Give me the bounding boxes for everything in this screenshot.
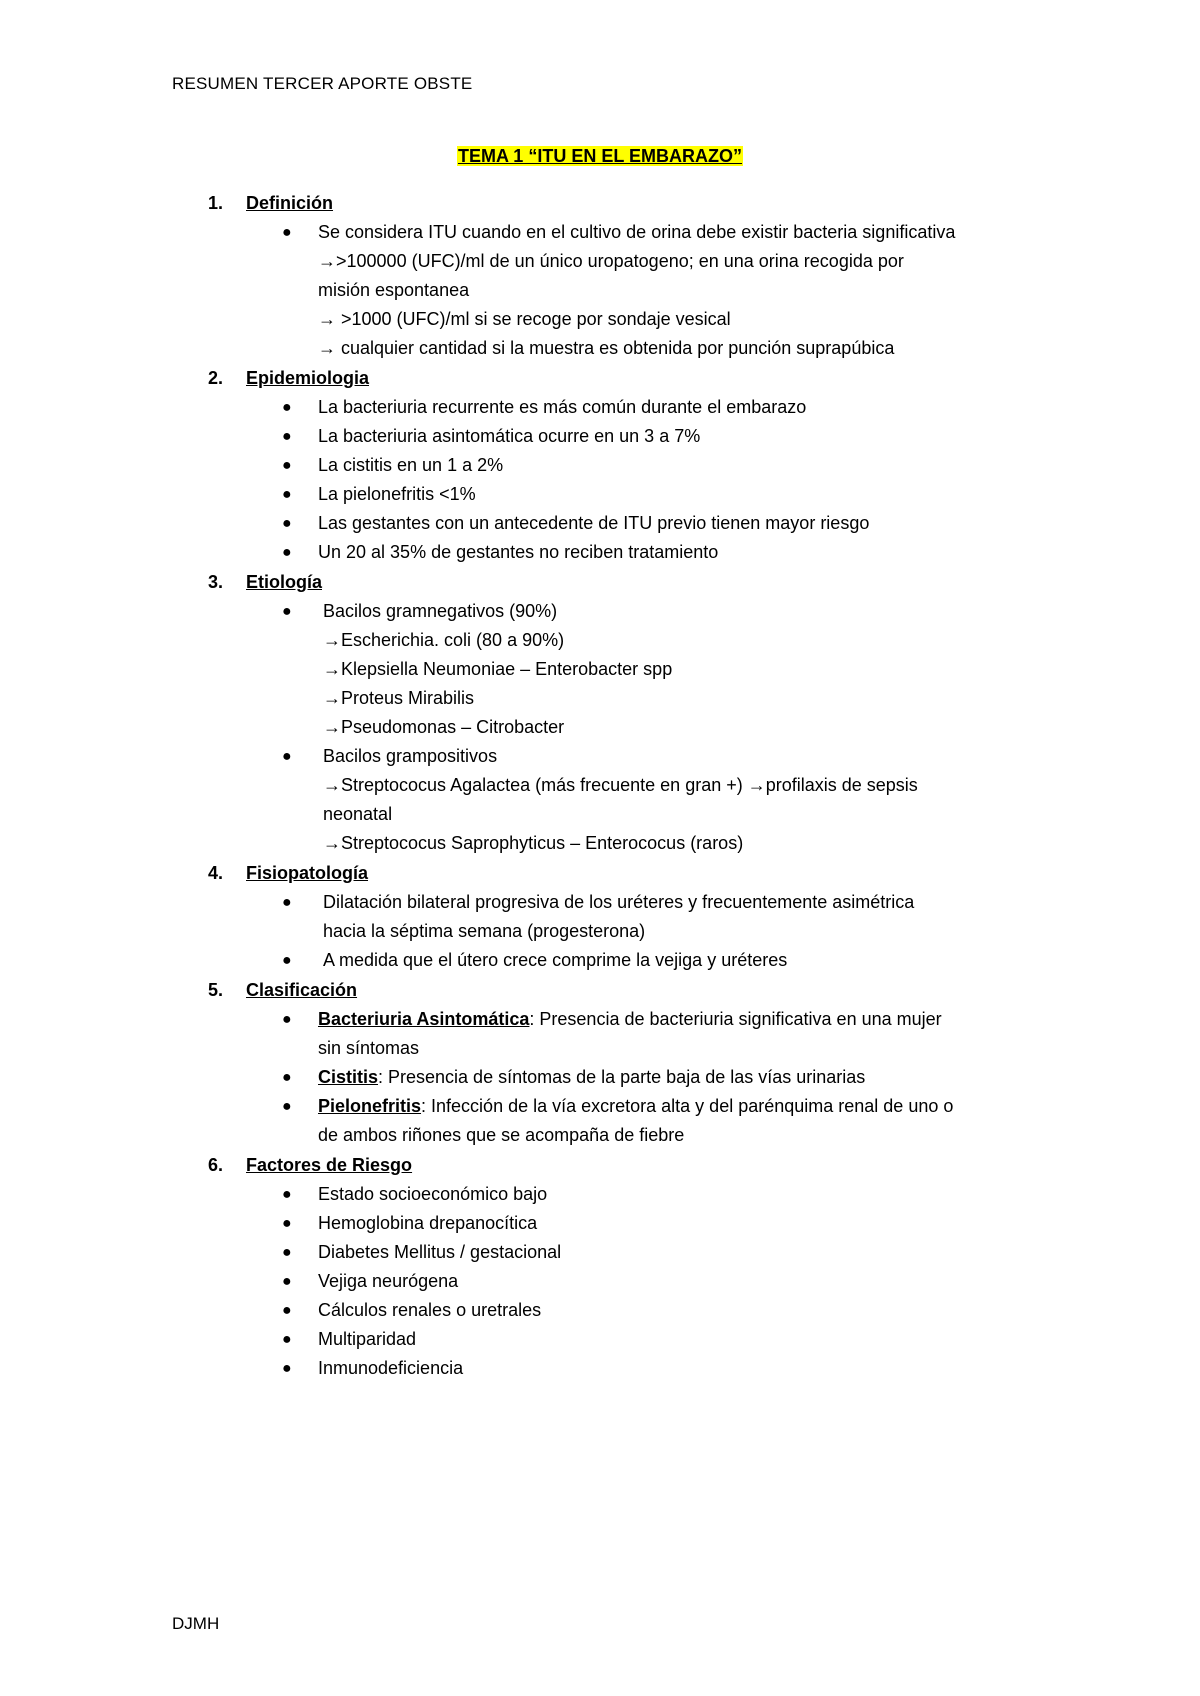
list-item-line: →Streptococus Agalactea (más frecuente en gran +) →profilaxis de sepsis [323, 775, 918, 795]
list-item-line: → >1000 (UFC)/ml si se recoge por sondaje vesical [318, 309, 731, 329]
list-item-line: → cualquier cantidad si la muestra es obtenida por punción suprapúbica [318, 338, 895, 358]
list-item-line: Las gestantes con un antecedente de ITU previo tienen mayor riesgo [318, 513, 870, 533]
bullet-icon: ● [282, 1215, 292, 1232]
list-item-line: hacia la séptima semana (progesterona) [323, 921, 646, 941]
list-item [0, 218, 1048, 363]
bullet-icon: ● [282, 1273, 292, 1290]
list-item [0, 1063, 1048, 1092]
bullet-icon: ● [282, 1302, 292, 1319]
list-item-line: Hemoglobina drepanocítica [318, 1213, 538, 1233]
section-title: Factores de Riesgo [246, 1155, 413, 1175]
list-item [0, 451, 1048, 480]
page-title: TEMA 1 “ITU EN EL EMBARAZO” [457, 146, 742, 166]
list-item-line [318, 1005, 1048, 1034]
bullet-icon: ● [282, 428, 292, 445]
list-item [0, 1354, 1048, 1383]
bullet-icon: ● [282, 1069, 292, 1086]
list-item [0, 1238, 1048, 1267]
list-item-line: neonatal [323, 804, 393, 824]
list-item-line: A medida que el útero crece comprime la vejiga y uréteres [323, 950, 788, 970]
list-item-line: Un 20 al 35% de gestantes no reciben tratamiento [318, 542, 719, 562]
section-title: Definición [246, 193, 334, 213]
bullet-icon: ● [282, 1186, 292, 1203]
term-label: Bacteriuria Asintomática [318, 1009, 530, 1029]
document-body [0, 188, 1200, 1383]
bullet-icon: ● [282, 1011, 292, 1028]
bullet-icon: ● [282, 1244, 292, 1261]
section-title: Etiología [246, 572, 322, 592]
list-item-line: La bacteriuria recurrente es más común durante el embarazo [318, 397, 807, 417]
list-item-line: →Proteus Mirabilis [323, 688, 475, 708]
bullet-icon: ● [282, 894, 292, 911]
list-item [0, 480, 1048, 509]
section-number: 6. [208, 1155, 224, 1175]
section-heading [0, 363, 1200, 393]
list-item [0, 742, 1053, 858]
list-item [0, 1267, 1048, 1296]
bullet-icon: ● [282, 515, 292, 532]
bullet-icon: ● [282, 544, 292, 561]
section-number: 5. [208, 980, 224, 1000]
list-item [0, 1005, 1048, 1063]
term-label: Pielonefritis [318, 1096, 422, 1116]
list-item-line: Bacilos grampositivos [323, 746, 498, 766]
list-item-line: →Pseudomonas – Citrobacter [323, 717, 565, 737]
section-title: Epidemiologia [246, 368, 370, 388]
list-item-line: de ambos riñones que se acompaña de fiebre [318, 1125, 685, 1145]
list-item-line: Estado socioeconómico bajo [318, 1184, 548, 1204]
term-description: : Infección de la vía excretora alta y del parénquima renal de uno o [421, 1096, 954, 1116]
section-heading [0, 975, 1200, 1005]
list-item-line [318, 1063, 1048, 1092]
bullet-icon: ● [282, 457, 292, 474]
bullet-icon: ● [282, 748, 292, 765]
bullet-icon: ● [282, 603, 292, 620]
section-heading [0, 1150, 1200, 1180]
list-item-line: Dilatación bilateral progresiva de los uréteres y frecuentemente asimétrica [323, 892, 915, 912]
list-item-line: Diabetes Mellitus / gestacional [318, 1242, 562, 1262]
bullet-icon: ● [282, 399, 292, 416]
section-number: 4. [208, 863, 224, 883]
section-heading [0, 188, 1200, 218]
list-item [0, 1180, 1048, 1209]
list-item-line: Se considera ITU cuando en el cultivo de orina debe existir bacteria significativa [318, 222, 956, 242]
section-heading [0, 858, 1200, 888]
section-number: 1. [208, 193, 224, 213]
term-label: Cistitis [318, 1067, 379, 1087]
list-item-line: →>100000 (UFC)/ml de un único uropatogeno; en una orina recogida por [318, 251, 904, 271]
bullet-icon: ● [282, 224, 292, 241]
list-item-line: →Escherichia. coli (80 a 90%) [323, 630, 565, 650]
list-item-line: Multiparidad [318, 1329, 417, 1349]
bullet-icon: ● [282, 486, 292, 503]
title-wrap [0, 146, 1200, 167]
bullet-icon: ● [282, 1331, 292, 1348]
list-item-line: Vejiga neurógena [318, 1271, 459, 1291]
bullet-icon: ● [282, 1098, 292, 1115]
section-heading [0, 567, 1200, 597]
list-item [0, 1296, 1048, 1325]
section-number: 2. [208, 368, 224, 388]
list-item-line: La bacteriuria asintomática ocurre en un 3 a 7% [318, 426, 701, 446]
list-item-line [318, 1092, 1048, 1121]
list-item [0, 509, 1048, 538]
list-item-line: La cistitis en un 1 a 2% [318, 455, 504, 475]
term-description: : Presencia de síntomas de la parte baja de las vías urinarias [378, 1067, 866, 1087]
bullet-icon: ● [282, 1360, 292, 1377]
list-item [0, 888, 1053, 946]
list-item-line: sin síntomas [318, 1038, 420, 1058]
page-footer: DJMH [172, 1614, 220, 1633]
list-item [0, 946, 1053, 975]
list-item-line: Cálculos renales o uretrales [318, 1300, 542, 1320]
bullet-icon: ● [282, 952, 292, 969]
list-item-line: →Klepsiella Neumoniae – Enterobacter spp [323, 659, 673, 679]
list-item-line: Inmunodeficiencia [318, 1358, 464, 1378]
list-item-line: →Streptococus Saprophyticus – Enterococus (raros) [323, 833, 744, 853]
list-item [0, 538, 1048, 567]
list-item-line: misión espontanea [318, 280, 470, 300]
list-item-line: Bacilos gramnegativos (90%) [323, 601, 558, 621]
term-description: : Presencia de bacteriuria significativa en una mujer [529, 1009, 942, 1029]
section-title: Fisiopatología [246, 863, 369, 883]
page-header: RESUMEN TERCER APORTE OBSTE [172, 74, 473, 93]
section-number: 3. [208, 572, 224, 592]
list-item [0, 1325, 1048, 1354]
section-title: Clasificación [246, 980, 358, 1000]
list-item [0, 393, 1048, 422]
list-item [0, 1092, 1048, 1150]
list-item [0, 1209, 1048, 1238]
list-item [0, 597, 1053, 742]
list-item-line: La pielonefritis <1% [318, 484, 476, 504]
list-item [0, 422, 1048, 451]
